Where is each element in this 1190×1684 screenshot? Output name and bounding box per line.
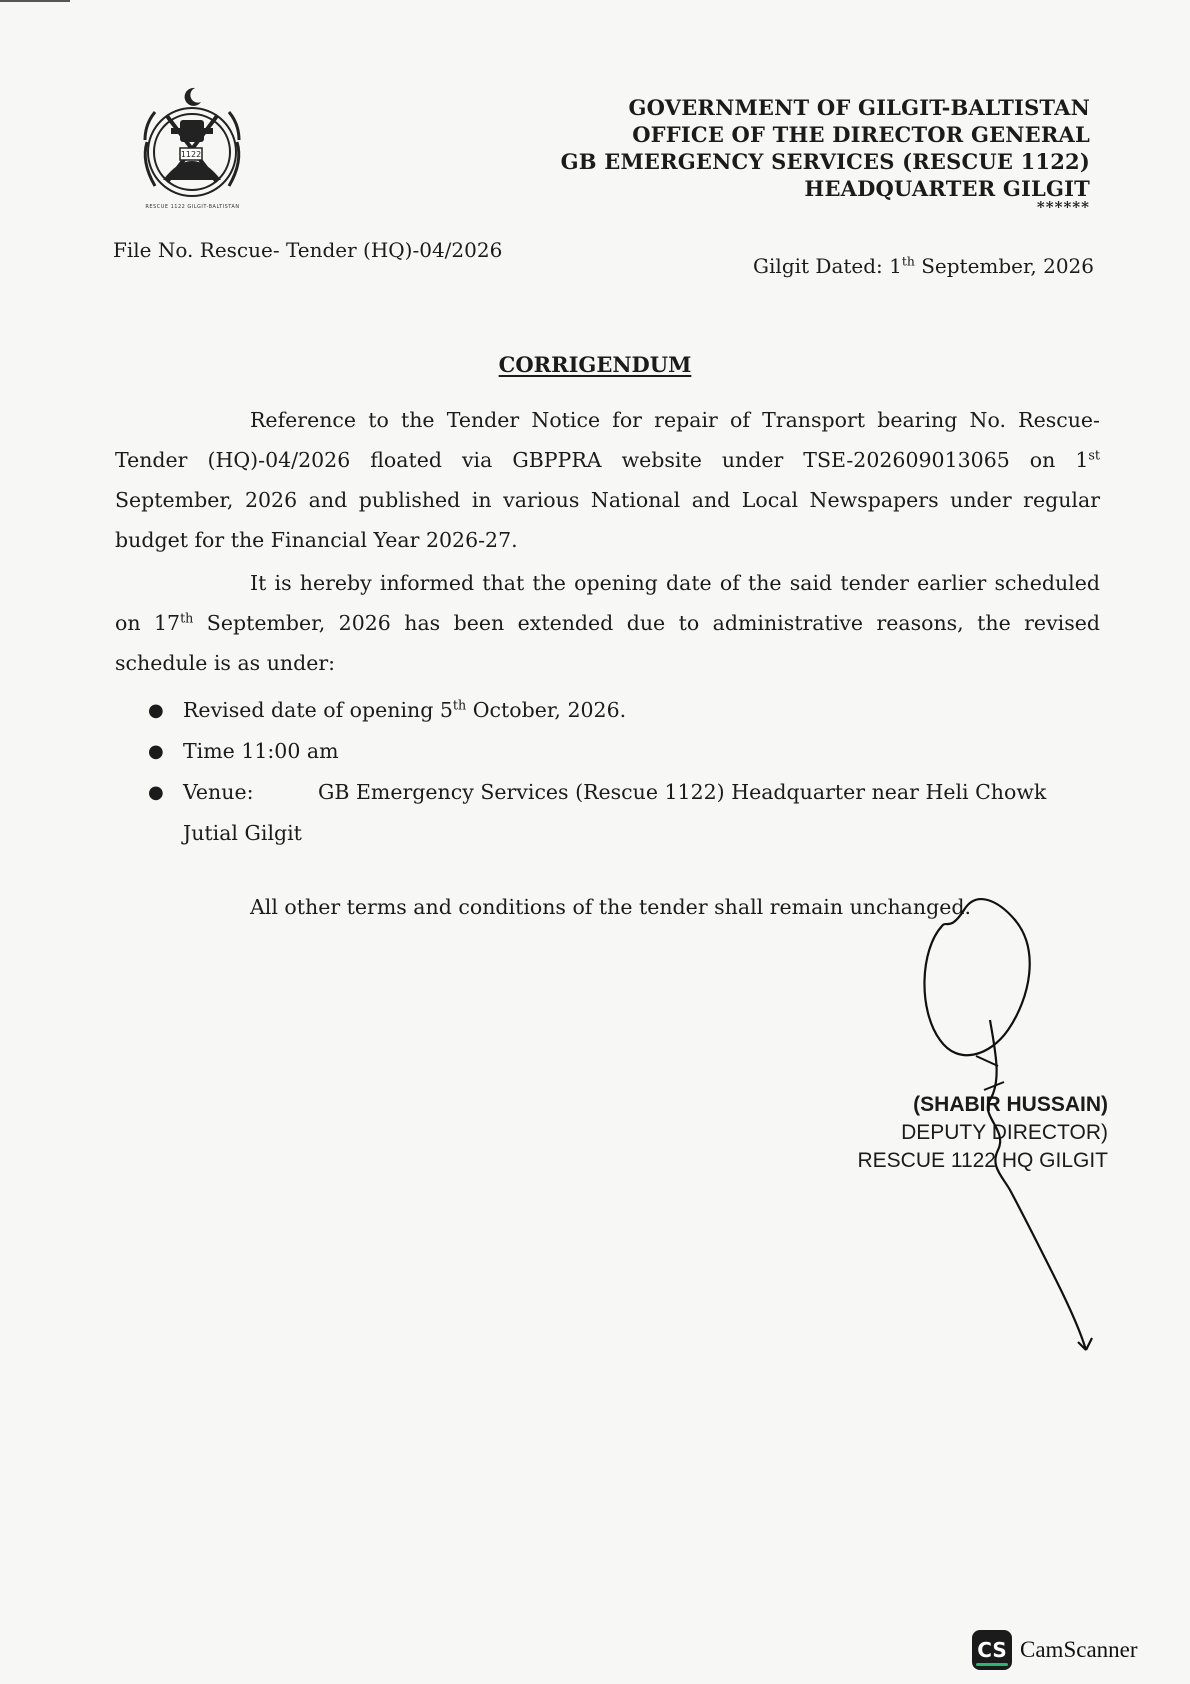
paragraph-reference-sup: st (1088, 447, 1100, 463)
opening-date-sup: th (452, 697, 467, 713)
paragraph-extension (115, 563, 1100, 683)
letterhead-line-services: GB EMERGENCY SERVICES (RESCUE 1122) (560, 149, 1090, 174)
letterhead-line-office: OFFICE OF THE DIRECTOR GENERAL (632, 122, 1090, 147)
camscanner-watermark (972, 1628, 1138, 1672)
date-sup: th (901, 253, 915, 269)
venue-line-2: Jutial Gilgit (183, 821, 302, 845)
camscanner-label: CamScanner (1020, 1637, 1138, 1662)
paragraph-reference-text-b: September, 2026 and published in various National and Local Newspapers under regular budget for the Financial Year 2026-27. (115, 488, 1100, 552)
signatory-name: (SHABIR HUSSAIN) (913, 1093, 1108, 1116)
closing-statement: All other terms and conditions of the tender shall remain unchanged. (250, 895, 971, 919)
list-item-venue (145, 772, 1100, 813)
opening-date-suffix: October, 2026. (466, 698, 627, 722)
signatory-office: RESCUE 1122 HQ GILGIT (857, 1149, 1108, 1172)
venue-label: Venue: (183, 780, 254, 804)
venue-line-1: GB Emergency Services (Rescue 1122) Headquarter near Heli Chowk (318, 780, 1047, 804)
opening-date-prefix: Revised date of opening 5 (183, 698, 453, 722)
list-item-opening-date (145, 690, 1100, 731)
letterhead-stars: ****** (1036, 198, 1090, 216)
emblem-ring-text: RESCUE 1122 GILGIT-BALTISTAN (145, 204, 240, 210)
list-item-time (145, 731, 1100, 772)
bullet-icon: ● (148, 700, 164, 721)
document-title: CORRIGENDUM (498, 352, 692, 377)
svg-text:1122: 1122 (180, 150, 202, 159)
scan-edge-line (0, 0, 70, 2)
paragraph-reference (115, 400, 1100, 560)
letterhead-line-headquarter: HEADQUARTER GILGIT (804, 176, 1090, 201)
paragraph-extension-sup: th (180, 610, 194, 626)
handwritten-signature-icon (880, 880, 1140, 1400)
paragraph-extension-text-a: It is hereby informed that the opening date of the said tender earlier scheduled on 17 (115, 571, 1100, 635)
letterhead (490, 94, 1090, 216)
date-suffix: September, 2026 (914, 254, 1094, 278)
bullet-icon: ● (148, 782, 164, 803)
paragraph-reference-text-a: Reference to the Tender Notice for repair of Transport bearing No. Rescue-Tender (HQ)-04/2026 floated via GBPPRA website under TSE-202609013065 on 1 (115, 408, 1100, 472)
date-prefix: Gilgit Dated: 1 (753, 254, 902, 278)
signatory-designation: DEPUTY DIRECTOR) (901, 1121, 1108, 1144)
revised-schedule-list (145, 690, 1100, 854)
paragraph-extension-text-b: September, 2026 has been extended due to administrative reasons, the revised schedule is as under: (115, 611, 1100, 675)
letterhead-line-government: GOVERNMENT OF GILGIT-BALTISTAN (628, 95, 1090, 120)
date-line (753, 254, 1094, 278)
camscanner-logo-icon: CS (972, 1630, 1012, 1670)
bullet-icon: ● (148, 741, 164, 762)
rescue-1122-emblem-icon (125, 82, 260, 217)
opening-time: Time 11:00 am (183, 739, 339, 763)
file-number: File No. Rescue- Tender (HQ)-04/2026 (113, 238, 503, 262)
